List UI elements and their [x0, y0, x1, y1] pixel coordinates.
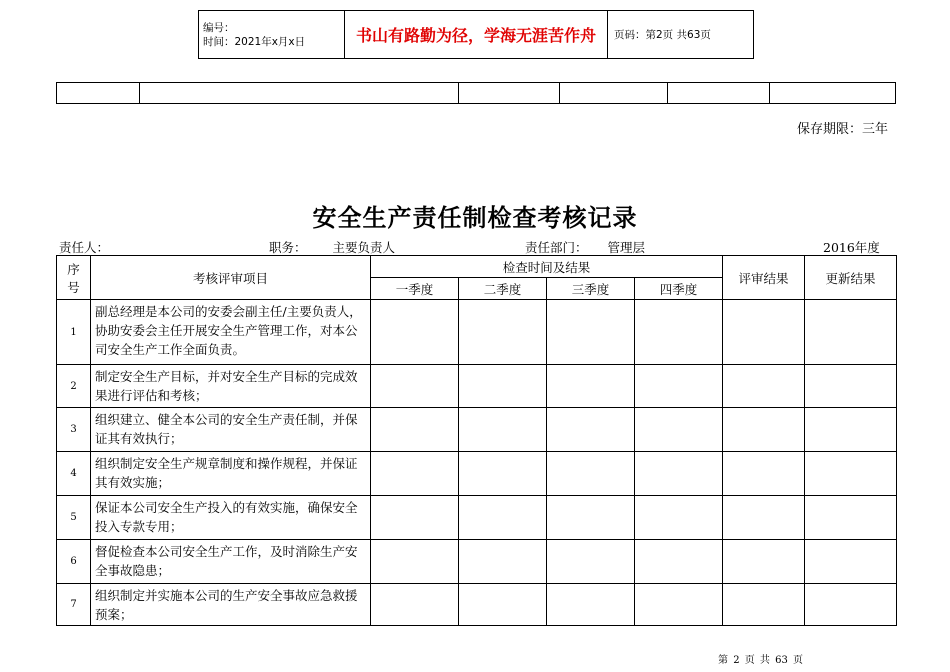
col-seq-header	[57, 256, 91, 300]
row-number: 7	[57, 584, 91, 626]
q3-cell	[547, 365, 635, 408]
q3-cell	[547, 452, 635, 496]
position-value: 主要负责人	[307, 240, 430, 256]
q2-cell	[459, 540, 547, 584]
update-cell	[805, 496, 897, 540]
q1-cell	[371, 584, 459, 626]
q3-cell	[547, 496, 635, 540]
header-code-label: 编号：	[203, 21, 235, 34]
q2-cell	[459, 408, 547, 452]
retention-period: 保存期限：三年	[796, 122, 888, 137]
row-item-text: 副总经理是本公司的安委会副主任/主要负责人，协助安委会主任开展安全生产管理工作，对本公司安全生产工作全面负责。	[91, 300, 371, 365]
quarter-header: 二季度	[459, 278, 547, 300]
table-row	[57, 365, 897, 408]
responsible-person	[59, 238, 197, 256]
position	[269, 238, 430, 256]
fragment-cell	[560, 83, 668, 104]
review-cell	[723, 365, 805, 408]
col-update-header: 更新结果	[805, 256, 897, 300]
row-item-text: 组织建立、健全本公司的安全生产责任制，并保证其有效执行；	[91, 408, 371, 452]
year: 2016年度	[823, 240, 880, 255]
q2-cell	[459, 452, 547, 496]
responsible-person-label: 责任人：	[59, 240, 110, 255]
q4-cell	[635, 408, 723, 452]
fragment-cell	[140, 83, 459, 104]
q1-cell	[371, 540, 459, 584]
table-row	[57, 540, 897, 584]
review-cell	[723, 496, 805, 540]
row-number: 2	[57, 365, 91, 408]
q4-cell	[635, 300, 723, 365]
quarter-header: 一季度	[371, 278, 459, 300]
previous-table-fragment	[56, 82, 896, 104]
row-item-text: 制定安全生产目标，并对安全生产目标的完成效果进行评估和考核；	[91, 365, 371, 408]
q2-cell	[459, 365, 547, 408]
q1-cell	[371, 496, 459, 540]
department-value: 管理层	[588, 240, 689, 256]
header-time-label: 时间：2021年x月x日	[203, 35, 306, 48]
update-cell	[805, 584, 897, 626]
q3-cell	[547, 540, 635, 584]
q2-cell	[459, 496, 547, 540]
q2-cell	[459, 584, 547, 626]
review-cell	[723, 452, 805, 496]
col-review-header: 评审结果	[723, 256, 805, 300]
update-cell	[805, 365, 897, 408]
page-title: 安全生产责任制检查考核记录	[312, 203, 638, 232]
update-cell	[805, 452, 897, 496]
col-item-header: 考核评审项目	[91, 256, 371, 300]
update-cell	[805, 408, 897, 452]
q4-cell	[635, 496, 723, 540]
q4-cell	[635, 452, 723, 496]
row-item-text: 组织制定安全生产规章制度和操作规程，并保证其有效实施；	[91, 452, 371, 496]
update-cell	[805, 540, 897, 584]
department	[525, 238, 689, 256]
q1-cell	[371, 365, 459, 408]
row-number: 6	[57, 540, 91, 584]
q4-cell	[635, 540, 723, 584]
row-item-text: 督促检查本公司安全生产工作，及时消除生产安全事故隐患；	[91, 540, 371, 584]
table-row	[57, 408, 897, 452]
table-row	[57, 300, 897, 365]
quarter-header: 四季度	[635, 278, 723, 300]
q3-cell	[547, 408, 635, 452]
q3-cell	[547, 584, 635, 626]
document-header	[198, 10, 754, 59]
quarter-header: 三季度	[547, 278, 635, 300]
fragment-cell	[668, 83, 770, 104]
q1-cell	[371, 452, 459, 496]
table-row	[57, 496, 897, 540]
table-row	[57, 452, 897, 496]
fragment-cell	[770, 83, 896, 104]
row-number: 3	[57, 408, 91, 452]
header-page-info: 页码：第2页 共63页	[608, 11, 754, 59]
header-code-time	[199, 11, 345, 59]
table-row	[57, 584, 897, 626]
review-cell	[723, 584, 805, 626]
position-label: 职务：	[269, 240, 307, 255]
q4-cell	[635, 584, 723, 626]
q1-cell	[371, 300, 459, 365]
col-check-header: 检查时间及结果	[371, 256, 723, 278]
col-seq-top: 序	[67, 261, 80, 277]
q3-cell	[547, 300, 635, 365]
row-number: 5	[57, 496, 91, 540]
row-item-text: 保证本公司安全生产投入的有效实施，确保安全投入专款专用；	[91, 496, 371, 540]
department-label: 责任部门：	[525, 240, 588, 255]
review-cell	[723, 540, 805, 584]
header-motto: 书山有路勤为径，学海无涯苦作舟	[345, 11, 608, 59]
page-footer: 第 2 页 共 63 页	[718, 655, 803, 666]
col-seq-bottom: 号	[67, 279, 80, 295]
fragment-cell	[459, 83, 560, 104]
update-cell	[805, 300, 897, 365]
row-number: 4	[57, 452, 91, 496]
review-cell	[723, 408, 805, 452]
inspection-table	[56, 255, 897, 626]
q2-cell	[459, 300, 547, 365]
row-number: 1	[57, 300, 91, 365]
q1-cell	[371, 408, 459, 452]
row-item-text: 组织制定并实施本公司的生产安全事故应急救援预案；	[91, 584, 371, 626]
fragment-cell	[57, 83, 140, 104]
q4-cell	[635, 365, 723, 408]
review-cell	[723, 300, 805, 365]
